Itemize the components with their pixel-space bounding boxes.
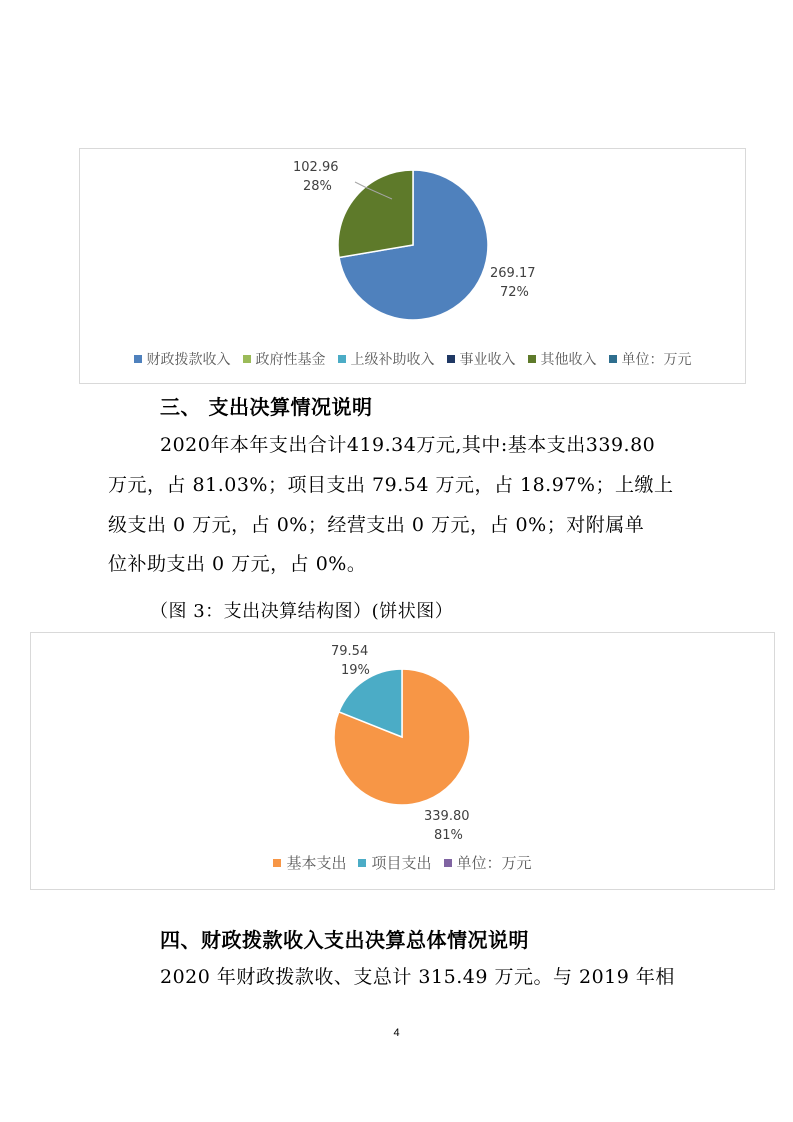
legend-swatch-icon xyxy=(447,355,455,363)
income-pie-chart xyxy=(79,148,746,384)
legend-item-0 xyxy=(273,852,346,873)
legend-swatch-icon xyxy=(338,355,346,363)
legend-swatch-icon xyxy=(528,355,536,363)
expenditure-pie-chart xyxy=(30,632,775,890)
legend-item-3 xyxy=(447,349,516,369)
legend-swatch-icon xyxy=(273,859,281,867)
legend-label: 单位：万元 xyxy=(621,352,692,368)
legend-item-1 xyxy=(358,852,431,873)
legend-swatch-icon xyxy=(358,859,366,867)
data-label-value-1: 79.54 xyxy=(331,644,369,659)
paragraph-line-3: 级支出 0 万元，占 0%；经营支出 0 万元，占 0%；对附属单 xyxy=(108,514,645,536)
paragraph-line-4: 位补助支出 0 万元，占 0%。 xyxy=(108,553,367,575)
legend-item-4 xyxy=(528,349,597,369)
page-number: 4 xyxy=(393,1027,400,1039)
expenditure-legend xyxy=(31,852,774,873)
legend-label: 其他收入 xyxy=(540,352,597,368)
legend-label: 事业收入 xyxy=(459,352,516,368)
data-label-percent-0: 72% xyxy=(500,285,529,300)
legend-item-1 xyxy=(243,349,326,369)
paragraph-line-2: 万元，占 81.03%；项目支出 79.54 万元，占 18.97%；上缴上 xyxy=(108,474,674,496)
legend-item-2 xyxy=(444,852,532,873)
legend-swatch-icon xyxy=(134,355,142,363)
legend-item-2 xyxy=(338,349,435,369)
legend-swatch-icon xyxy=(609,355,617,363)
data-label-value-0: 269.17 xyxy=(490,266,536,281)
data-label-percent-1: 28% xyxy=(303,179,332,194)
legend-swatch-icon xyxy=(444,859,452,867)
income-legend xyxy=(80,349,745,369)
section3-heading: 三、 支出决算情况说明 xyxy=(160,395,373,419)
income-pie-svg xyxy=(80,149,745,349)
data-label-value-0: 339.80 xyxy=(424,809,470,824)
legend-label: 政府性基金 xyxy=(255,352,326,368)
pie-slice-4 xyxy=(338,170,413,258)
expenditure-pie-svg xyxy=(31,633,774,848)
legend-item-5 xyxy=(609,349,692,369)
legend-label: 上级补助收入 xyxy=(350,352,435,368)
legend-item-0 xyxy=(134,349,231,369)
data-label-percent-1: 19% xyxy=(341,663,370,678)
section4-line-1: 2020 年财政拨款收、支总计 315.49 万元。与 2019 年相 xyxy=(160,966,675,988)
legend-swatch-icon xyxy=(243,355,251,363)
legend-label: 项目支出 xyxy=(371,854,432,872)
paragraph-line-1: 2020年本年支出合计419.34万元,其中:基本支出339.80 xyxy=(160,434,656,456)
legend-label: 财政拨款收入 xyxy=(146,352,231,368)
legend-label: 基本支出 xyxy=(286,854,347,872)
section4-heading: 四、财政拨款收入支出决算总体情况说明 xyxy=(160,928,529,952)
data-label-percent-0: 81% xyxy=(434,828,463,843)
figure3-caption: （图 3：支出决算结构图）(饼状图） xyxy=(150,601,454,622)
legend-label: 单位：万元 xyxy=(456,854,532,872)
data-label-value-1: 102.96 xyxy=(293,160,339,175)
